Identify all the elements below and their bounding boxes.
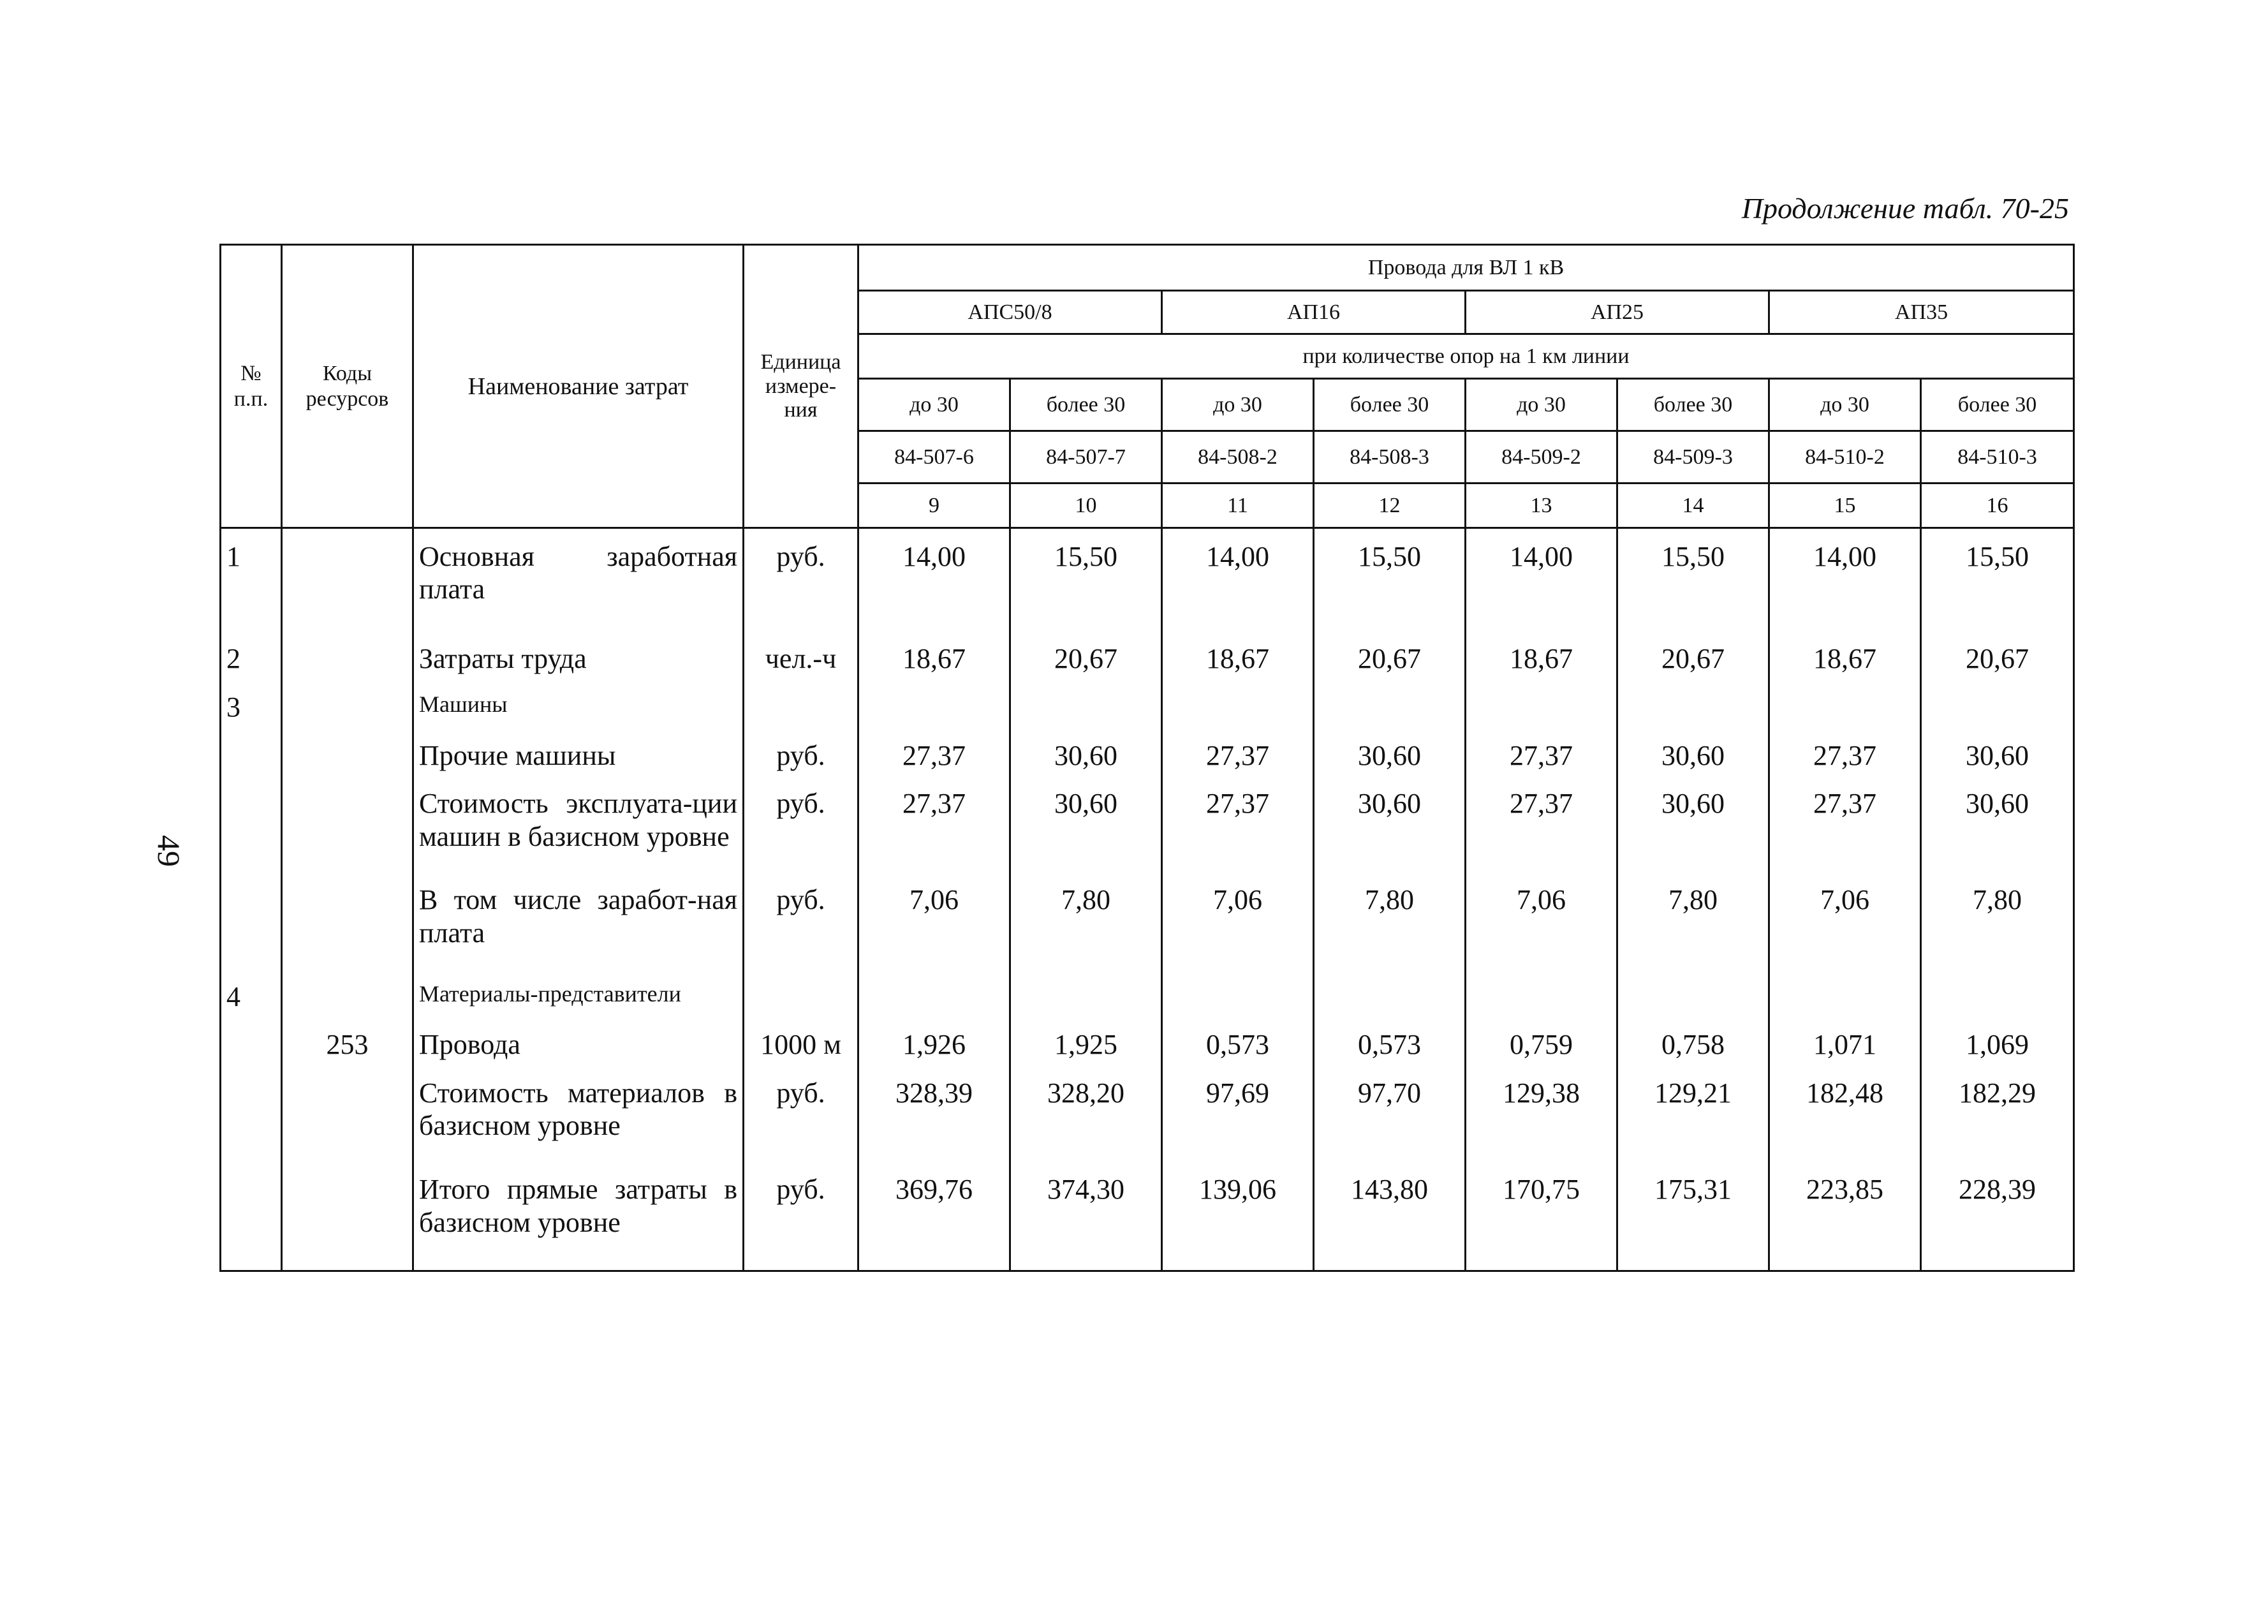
table-row [221,1077,2074,1173]
empty-cell [1921,1269,2074,1271]
empty-cell [858,1269,1010,1271]
header-col-number: 16 [1921,484,2074,528]
row-cost-name: Основная заработная плата [413,528,744,643]
table-filler-row [221,1269,2074,1271]
row-value: 27,37 [1162,787,1314,883]
header-codes: Коды ресурсов [282,245,413,528]
row-value: 97,69 [1162,1077,1314,1173]
row-value: 15,50 [1617,528,1769,643]
table-row [221,980,2074,1029]
row-value: 7,80 [1314,883,1466,980]
row-unit: руб. [744,528,858,643]
row-value [1617,691,1769,739]
row-value: 30,60 [1921,787,2074,883]
row-value: 18,67 [1769,642,1921,691]
header-code: 84-510-3 [1921,431,2074,484]
row-value: 7,80 [1010,883,1162,980]
row-unit [744,691,858,739]
row-value: 18,67 [1162,642,1314,691]
row-value: 27,37 [1466,739,1617,788]
row-value: 7,80 [1617,883,1769,980]
row-value: 27,37 [858,739,1010,788]
empty-cell [413,1269,744,1271]
empty-cell [1314,1269,1466,1271]
header-range: более 30 [1921,379,2074,431]
row-unit: руб. [744,1173,858,1269]
row-unit: чел.-ч [744,642,858,691]
empty-cell [1617,1269,1769,1271]
header-wire: АП35 [1769,291,2074,334]
row-number [221,787,282,883]
row-value: 30,60 [1010,739,1162,788]
row-value: 15,50 [1010,528,1162,643]
row-value: 20,67 [1314,642,1466,691]
row-value: 20,67 [1921,642,2074,691]
row-value: 143,80 [1314,1173,1466,1269]
row-unit [744,980,858,1029]
row-cost-name: Стоимость материалов в базисном уровне [413,1077,744,1173]
row-value: 0,758 [1617,1028,1769,1077]
header-range: более 30 [1314,379,1466,431]
row-value: 1,071 [1769,1028,1921,1077]
header-unit: Единица измере-ния [744,245,858,528]
row-value: 328,20 [1010,1077,1162,1173]
header-col-number: 11 [1162,484,1314,528]
row-value: 18,67 [1466,642,1617,691]
table-row [221,691,2074,739]
row-value: 1,926 [858,1028,1010,1077]
row-section-title: Машины [413,691,744,739]
row-value: 30,60 [1921,739,2074,788]
row-value: 7,06 [1769,883,1921,980]
table-body [221,528,2074,1271]
header-code: 84-508-3 [1314,431,1466,484]
header-name: Наименование затрат [413,245,744,528]
table-row [221,883,2074,980]
header-range: более 30 [1010,379,1162,431]
table-row [221,739,2074,788]
row-value: 0,573 [1314,1028,1466,1077]
empty-cell [744,1269,858,1271]
row-resource-code [282,1077,413,1173]
header-wire: АП16 [1162,291,1466,334]
empty-cell [1466,1269,1617,1271]
row-value: 27,37 [858,787,1010,883]
row-value: 27,37 [1162,739,1314,788]
row-resource-code: 253 [282,1028,413,1077]
header-condition: при количестве опор на 1 км линии [858,334,2074,379]
row-number [221,1173,282,1269]
row-value: 369,76 [858,1173,1010,1269]
row-value: 14,00 [1466,528,1617,643]
row-value: 7,80 [1921,883,2074,980]
header-wire: АПС50/8 [858,291,1162,334]
row-value: 18,67 [858,642,1010,691]
row-value: 30,60 [1010,787,1162,883]
row-number [221,1077,282,1173]
row-value: 27,37 [1769,739,1921,788]
row-value: 15,50 [1921,528,2074,643]
row-resource-code [282,980,413,1029]
cost-table [219,244,2075,1272]
header-wire: АП25 [1466,291,1769,334]
empty-cell [1010,1269,1162,1271]
row-value: 175,31 [1617,1173,1769,1269]
header-col-number: 14 [1617,484,1769,528]
header-col-number: 13 [1466,484,1617,528]
row-value: 97,70 [1314,1077,1466,1173]
row-unit: 1000 м [744,1028,858,1077]
row-value: 7,06 [1466,883,1617,980]
row-value: 0,759 [1466,1028,1617,1077]
header-range: до 30 [1162,379,1314,431]
row-value [1769,980,1921,1029]
row-cost-name: Итого прямые затраты в базисном уровне [413,1173,744,1269]
row-value [1466,691,1617,739]
header-code: 84-509-2 [1466,431,1617,484]
row-value: 228,39 [1921,1173,2074,1269]
row-value: 30,60 [1617,787,1769,883]
row-section-title: Материалы-представители [413,980,744,1029]
table-row [221,642,2074,691]
row-cost-name: В том числе заработ-ная плата [413,883,744,980]
header-num: № п.п. [221,245,282,528]
row-value: 20,67 [1617,642,1769,691]
empty-cell [1162,1269,1314,1271]
row-number: 3 [221,691,282,739]
row-number: 4 [221,980,282,1029]
row-unit: руб. [744,787,858,883]
row-value: 30,60 [1314,739,1466,788]
row-value: 27,37 [1769,787,1921,883]
row-resource-code [282,739,413,788]
row-unit: руб. [744,739,858,788]
row-resource-code [282,787,413,883]
row-resource-code [282,691,413,739]
row-value: 27,37 [1466,787,1617,883]
row-value [858,980,1010,1029]
header-range: до 30 [858,379,1010,431]
row-resource-code [282,883,413,980]
row-number [221,1028,282,1077]
row-value [1921,691,2074,739]
row-value: 14,00 [1162,528,1314,643]
row-value: 14,00 [858,528,1010,643]
row-value: 0,573 [1162,1028,1314,1077]
empty-cell [221,1269,282,1271]
row-cost-name: Стоимость эксплуата-ции машин в базисном уровне [413,787,744,883]
row-resource-code [282,1173,413,1269]
row-unit: руб. [744,883,858,980]
empty-cell [282,1269,413,1271]
row-value [1769,691,1921,739]
row-cost-name: Провода [413,1028,744,1077]
row-value: 1,069 [1921,1028,2074,1077]
row-value: 20,67 [1010,642,1162,691]
row-value: 328,39 [858,1077,1010,1173]
header-range: до 30 [1466,379,1617,431]
table-row [221,787,2074,883]
row-value [1466,980,1617,1029]
row-number: 1 [221,528,282,643]
row-value [1921,980,2074,1029]
header-col-number: 15 [1769,484,1921,528]
row-value: 7,06 [858,883,1010,980]
row-value [1617,980,1769,1029]
row-value [1314,980,1466,1029]
row-cost-name: Затраты труда [413,642,744,691]
row-value: 182,48 [1769,1077,1921,1173]
row-value: 374,30 [1010,1173,1162,1269]
row-value [1162,980,1314,1029]
row-value [858,691,1010,739]
header-range: более 30 [1617,379,1769,431]
row-number [221,739,282,788]
table-row [221,1173,2074,1269]
row-value [1010,691,1162,739]
header-col-number: 10 [1010,484,1162,528]
header-code: 84-510-2 [1769,431,1921,484]
row-unit: руб. [744,1077,858,1173]
row-resource-code [282,528,413,643]
row-value: 139,06 [1162,1173,1314,1269]
row-value: 30,60 [1617,739,1769,788]
row-value: 182,29 [1921,1077,2074,1173]
row-value: 170,75 [1466,1173,1617,1269]
row-resource-code [282,642,413,691]
empty-cell [1769,1269,1921,1271]
page-number: 49 [151,835,187,867]
row-value [1010,980,1162,1029]
row-number: 2 [221,642,282,691]
row-value: 15,50 [1314,528,1466,643]
table-row [221,1028,2074,1077]
header-group-title: Провода для ВЛ 1 кВ [858,245,2074,291]
row-value [1314,691,1466,739]
header-col-number: 9 [858,484,1010,528]
row-value: 14,00 [1769,528,1921,643]
header-code: 84-507-7 [1010,431,1162,484]
row-value: 129,38 [1466,1077,1617,1173]
row-value: 30,60 [1314,787,1466,883]
table-row [221,528,2074,643]
row-value: 223,85 [1769,1173,1921,1269]
row-value: 7,06 [1162,883,1314,980]
header-code: 84-507-6 [858,431,1010,484]
header-code: 84-508-2 [1162,431,1314,484]
header-col-number: 12 [1314,484,1466,528]
row-value: 129,21 [1617,1077,1769,1173]
row-number [221,883,282,980]
header-range: до 30 [1769,379,1921,431]
header-code: 84-509-3 [1617,431,1769,484]
row-cost-name: Прочие машины [413,739,744,788]
row-value [1162,691,1314,739]
table-caption: Продолжение табл. 70-25 [1741,192,2069,225]
row-value: 1,925 [1010,1028,1162,1077]
